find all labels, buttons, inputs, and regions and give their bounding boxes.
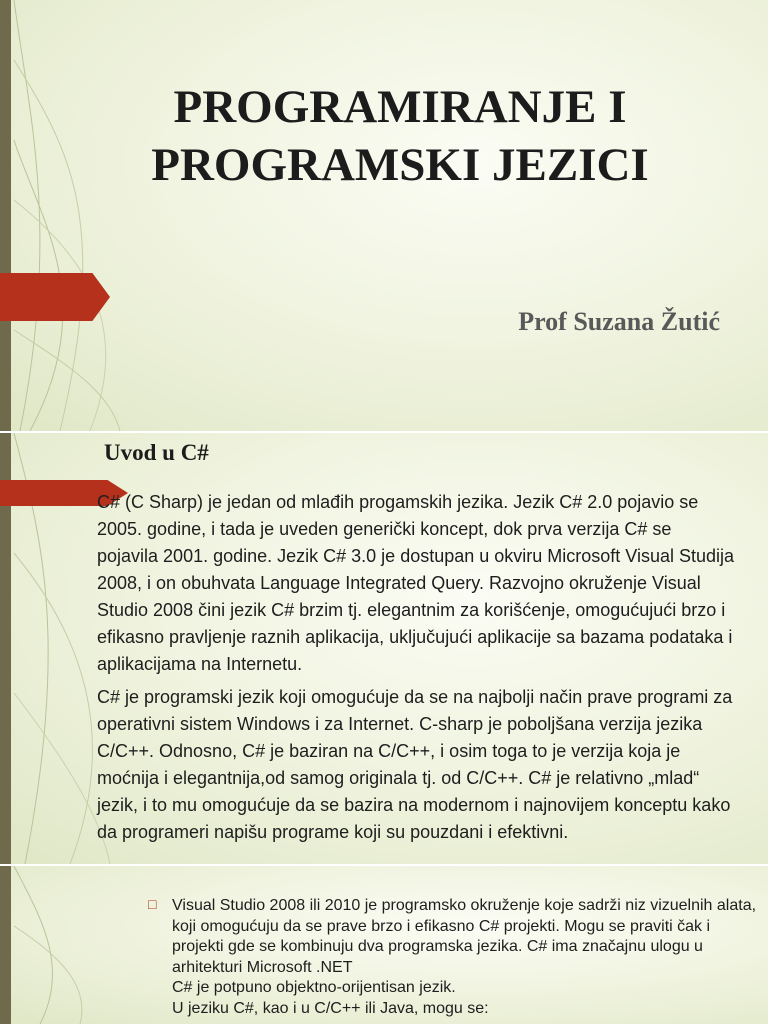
bullet-text: Visual Studio 2008 ili 2010 je programsko okruženje koje sadrži niz vizuelnih alata, koji omogućuju da se prave brzo i efikasno C# projekti. Mogu se praviti čak i projekti gde se kombinuju dva programska jezika. C# ima značajnu ulogu u arhitekturi Microsoft .NET C# je potpuno objektno-orijentisan jezik. U jeziku C#, kao i u C/C++ ili Java, mogu se:: [172, 897, 757, 1017]
visual-studio-slide: [0, 866, 768, 1024]
title-line-1: PROGRAMIRANJE I: [173, 81, 627, 133]
accent-arrow-tab: [0, 273, 110, 321]
slide-heading: Uvod u C#: [104, 440, 209, 465]
paragraph-2: C# je programski jezik koji omogućuje da se na najbolji način prave programi za operativni sistem Windows i za Internet. C-sharp je poboljšana verzija jezika C/C++. Odnosno, C# je baziran na C/C++, i osim toga to je verzija koja je moćnija i elegantnija,od samog originala tj. od C/C++. C# je relativno „mlad“ jezik, i to mu omogućuje da se bazira na modernom i najnovijem konceptu kako da programeri napišu programe koji su pouzdani i efektivni.: [97, 687, 733, 842]
intro-slide: [0, 433, 768, 864]
slide-title: [60, 78, 740, 194]
slide-subtitle: Prof Suzana Žutić: [518, 307, 720, 336]
bullet-marker-icon: □: [148, 896, 157, 912]
title-line-2: PROGRAMSKI JEZICI: [151, 139, 649, 191]
paragraph-1: C# (C Sharp) je jedan od mlađih progamskih jezika. Jezik C# 2.0 pojavio se 2005. godine, i tada je uveden generički koncept, dok prva verzija C# se pojavila 2001. godine. Jezik C# 3.0 je dostupan u okviru Microsoft Visual Studija 2008, i on obuhvata Language Integrated Query. Razvojno okruženje Visual Studio 2008 čini jezik C# brzim tj. elegantnim za korišćenje, omogućujući brzo i efikasno pravljenje raznih aplikacija, uključujući aplikacije sa bazama podataka i aplikacijama na Internetu.: [97, 492, 735, 674]
decorative-swirl-lines: [0, 0, 140, 431]
title-slide: [0, 0, 768, 431]
decorative-swirl-lines: [0, 866, 140, 1024]
